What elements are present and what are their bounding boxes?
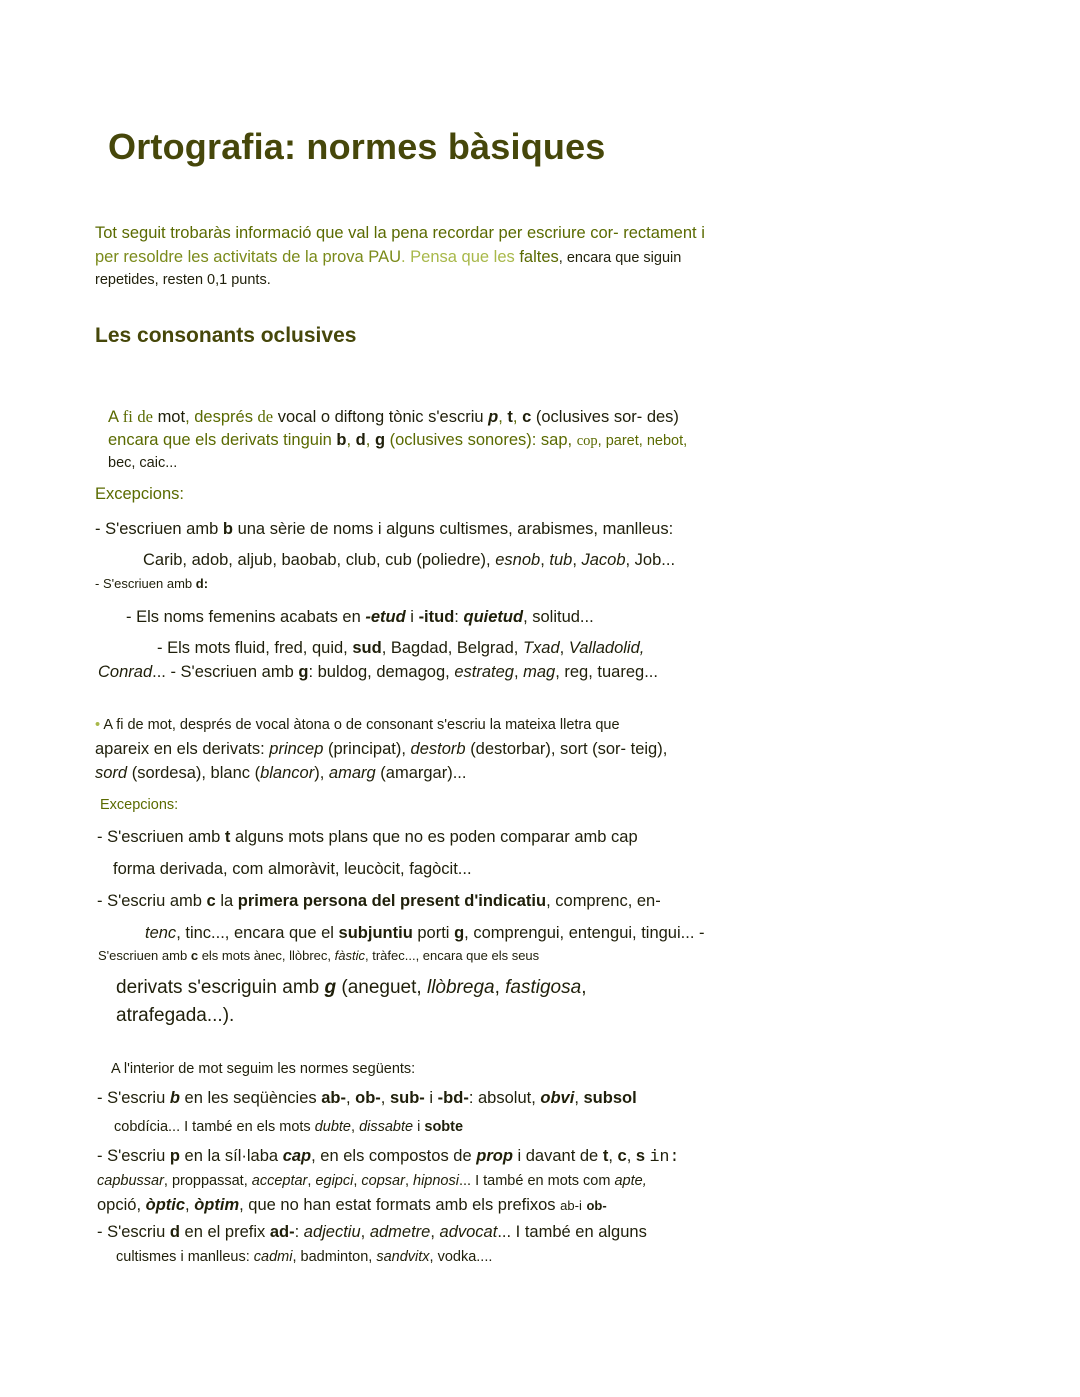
rule-text: mot <box>157 408 186 426</box>
rule-text: , tinc..., encara que el <box>176 924 334 942</box>
letter-p: p <box>169 1147 180 1165</box>
rule-text: : absolut, <box>468 1089 536 1107</box>
example: princep <box>269 740 324 758</box>
interior-p-line-3: opció, òptic, òptim, que no han estat formats amb els prefixos ab-i ob- <box>97 1196 607 1214</box>
example: sandvitx <box>376 1249 430 1265</box>
rule-text: vocal o diftong tònic s'escriu <box>277 408 484 426</box>
letter-t: t <box>602 1147 609 1165</box>
rule-text: , en els compostos de <box>311 1147 472 1165</box>
rule-text: : buldog, demagog, <box>308 663 450 681</box>
exc-derivats-line-2: atrafegada...). <box>116 1005 235 1026</box>
rule-text: els mots ànec, llòbrec, <box>201 948 332 963</box>
rule-text: ), <box>314 764 325 782</box>
example: adjectiu <box>303 1223 361 1241</box>
letter-p: p <box>488 408 499 426</box>
rule-text: - S'escriu <box>97 1223 166 1241</box>
rule-text: i <box>410 608 414 626</box>
example: copsar <box>361 1173 405 1189</box>
rule-text: - S'escriuen amb <box>95 520 219 538</box>
rule-text: (sordesa), blanc ( <box>131 764 261 782</box>
example: advocat <box>439 1223 498 1241</box>
rule-text: (destorbar), sort (sor- teig), <box>470 740 668 758</box>
rule2-line-2 <box>95 740 667 759</box>
letter-c: c <box>522 408 532 426</box>
example: Txad <box>522 639 560 657</box>
letter-t: t <box>507 408 513 426</box>
rule1-line-3: bec, caic... <box>108 455 178 471</box>
rule-text: ... - S'escriuen amb <box>152 663 294 681</box>
rule-text: - Els noms femenins acabats en <box>126 608 361 626</box>
example: òptim <box>194 1196 240 1214</box>
example: estrateg <box>454 663 514 681</box>
letter-s: s <box>635 1147 646 1165</box>
suffix: -etud <box>365 608 406 626</box>
example: blancor <box>260 764 315 782</box>
letter-b: b <box>222 520 233 538</box>
prefix: ab- <box>321 1089 346 1107</box>
rule2-line-3 <box>95 764 466 783</box>
letter-c: c <box>617 1147 627 1165</box>
interior-b-line: - S'escriu b en les seqüències ab-, ob-, sub- i -bd-: absolut, obvi, subsol <box>97 1089 637 1107</box>
example: sobte <box>424 1119 464 1135</box>
rule-text: fi <box>122 407 133 426</box>
example: esnob <box>495 551 541 569</box>
rule-text: (oclusives sonores): sap, <box>389 431 573 449</box>
exc-c-line-2 <box>145 924 704 943</box>
examples: , Job... <box>625 551 676 569</box>
exc-etud-line <box>126 608 594 627</box>
example: Valladolid, <box>568 639 645 657</box>
rule-text: ... I també en mots com <box>458 1173 611 1189</box>
rule-text: ... I també en els mots <box>168 1119 311 1135</box>
rule-text: i <box>429 1089 434 1107</box>
interior-d-line-2 <box>116 1249 492 1265</box>
letter-c: c <box>206 892 216 910</box>
example: hipnosi <box>413 1173 459 1189</box>
rule-text: - S'escriuen amb <box>95 576 193 591</box>
rule-text: , que no han estat formats amb els prefixos <box>239 1196 556 1214</box>
exceptions-label-1: Excepcions: <box>95 485 184 503</box>
exc-anec-line <box>98 948 539 963</box>
rule-text: , solitud... <box>523 608 594 626</box>
intro-text: per resoldre les activitats de la prova PAU <box>95 248 401 266</box>
rule-term: subjuntiu <box>338 924 413 942</box>
rule-text: (aneguet, <box>341 977 422 998</box>
example: llòbrega <box>426 977 495 998</box>
example: prop <box>476 1147 513 1165</box>
rule-text: ... I també en alguns <box>497 1223 647 1241</box>
rule-text: , vodka.... <box>429 1249 493 1265</box>
example: acceptar <box>251 1173 308 1189</box>
example: dubte <box>314 1119 351 1135</box>
exceptions-label-2: Excepcions: <box>100 797 179 813</box>
intro-line-3: repetides, resten 0,1 punts. <box>95 272 271 288</box>
suffix: -itud <box>418 608 455 626</box>
example: cadmi <box>253 1249 293 1265</box>
rule-text: - S'escriuen amb <box>97 828 221 846</box>
example: fastigosa <box>505 977 582 998</box>
intro-text: , encara que siguin <box>558 250 682 266</box>
exc-c-line <box>97 892 661 911</box>
rule-text: - S'escriu <box>97 1147 166 1165</box>
exc-b-line <box>95 520 673 539</box>
rule-text: , Bagdad, Belgrad, <box>381 639 519 657</box>
rule-text: - S'escriu <box>97 1089 166 1107</box>
interior-p-line: - S'escriu p en la síl·laba cap, en els compostos de prop i davant de t, c, s in: <box>97 1147 680 1166</box>
rule-text: apareix en els derivats: <box>95 740 265 758</box>
example: tenc <box>145 924 177 942</box>
example: fàstic <box>334 948 365 963</box>
exc-b-examples: Carib, adob, aljub, baobab, club, cub (poliedre), esnob, tub, Jacob, Job... <box>143 551 676 569</box>
rule-text: porti <box>417 924 450 942</box>
rule-text: , comprengui, entengui, tingui... - <box>464 924 705 942</box>
prefix: ab-i <box>560 1198 582 1213</box>
intro-text: faltes <box>519 248 559 266</box>
rule-text: A fi de mot, després de vocal àtona o de consonant s'escriu la mateixa lletra que <box>103 717 620 733</box>
prefix: ob- <box>586 1198 607 1213</box>
letter-d: d <box>355 431 366 449</box>
example: admetre <box>369 1223 431 1241</box>
intro-line-1: Tot seguit trobaràs informació que val la pena recordar per escriure cor- rectament i <box>95 224 705 242</box>
intro-line-2 <box>95 248 681 267</box>
rule-text: i davant de <box>517 1147 599 1165</box>
rule-text: una sèrie de noms i alguns cultismes, arabismes, manlleus: <box>237 520 674 538</box>
rule1-line-2: encara que els derivats tinguin b, d, g (oclusives sonores): sap, cop, paret, nebot, <box>108 431 688 449</box>
exc-g-line: Conrad... - S'escriuen amb g: buldog, demagog, estrateg, mag, reg, tuareg... <box>98 663 658 681</box>
rule-text: (principat), <box>328 740 406 758</box>
example: destorb <box>410 740 466 758</box>
rule-text: en la síl·laba <box>184 1147 279 1165</box>
letter-t: t <box>224 828 231 846</box>
rule-text: - S'escriu amb <box>97 892 202 910</box>
example: quietud <box>463 608 524 626</box>
rule2-line-1 <box>95 717 745 733</box>
example: tub <box>549 551 573 569</box>
letter-g: g <box>324 977 337 998</box>
rule-text: cop <box>576 433 598 449</box>
letter-g: g <box>374 431 386 449</box>
interior-p-line-2: capbussar, proppassat, acceptar, egipci, copsar, hipnosi... I també en mots com apte, <box>97 1173 647 1189</box>
interior-d-line: - S'escriu d en el prefix ad-: adjectiu, admetre, advocat... I també en alguns <box>97 1223 647 1241</box>
letter-g: g <box>298 663 309 681</box>
example: cap <box>282 1147 312 1165</box>
example: dissabte <box>359 1119 414 1135</box>
prefix: -bd- <box>437 1089 469 1107</box>
prefix: ob- <box>355 1089 381 1107</box>
rule-text: - Els mots fluid, fred, quid, <box>157 639 348 657</box>
letter-d: d <box>169 1223 180 1241</box>
rule-text: la <box>220 892 234 910</box>
rule-text: , tràfec..., encara que els seus <box>365 948 540 963</box>
example: subsol <box>583 1089 637 1107</box>
rule-text: , paret, nebot, <box>597 433 688 449</box>
letter-c: c <box>190 948 199 963</box>
examples: Carib, adob, aljub, baobab, club, cub (poliedre), <box>143 551 491 569</box>
rule-text: de <box>137 407 153 426</box>
example: obvi <box>540 1089 575 1107</box>
rule-text: in: <box>649 1147 680 1166</box>
letter-g: g <box>454 924 465 942</box>
letter-d: d: <box>195 576 209 591</box>
letter-b: b <box>169 1089 180 1107</box>
example: Jacob <box>581 551 626 569</box>
rule-text: , després <box>185 408 253 426</box>
rule-text: , badminton, <box>292 1249 373 1265</box>
rule-text: opció, <box>97 1196 142 1214</box>
rule-text: , proppassat, <box>163 1173 248 1189</box>
rule-text: , comprenc, en- <box>546 892 661 910</box>
rule-text: alguns mots plans que no es poden comparar amb cap <box>234 828 638 846</box>
example: amarg <box>328 764 376 782</box>
page-title: Ortografia: normes bàsiques <box>108 126 606 167</box>
rule-text: encara que els derivats tinguin <box>108 431 332 449</box>
rule-text: en les seqüències <box>184 1089 317 1107</box>
letter-b: b <box>336 431 347 449</box>
example: capbussar <box>97 1173 164 1189</box>
bullet: • <box>95 717 101 733</box>
prefix: sub- <box>389 1089 425 1107</box>
example: mag <box>523 663 556 681</box>
exc-mots-line: - Els mots fluid, fred, quid, sud, Bagdad, Belgrad, Txad, Valladolid, <box>157 639 645 657</box>
interior-b-line-2: cobdícia... I també en els mots dubte, dissabte i sobte <box>114 1119 464 1135</box>
rule-text: A <box>108 408 119 426</box>
example: egipci <box>315 1173 354 1189</box>
exc-derivats-line: derivats s'escriguin amb g (aneguet, llòbrega, fastigosa, <box>116 977 587 998</box>
rule-text: , reg, tuareg... <box>555 663 658 681</box>
example: sud <box>352 639 382 657</box>
exc-t-examples: forma derivada, com almoràvit, leucòcit, fagòcit... <box>113 860 472 878</box>
prefix: ad- <box>269 1223 295 1241</box>
example: Conrad <box>98 663 153 681</box>
rule-text: en el prefix <box>184 1223 266 1241</box>
example: òptic <box>145 1196 186 1214</box>
rule1-line-1: A fi de mot, després de vocal o diftong tònic s'escriu p, t, c (oclusives sor- des) <box>108 407 679 426</box>
example: apte, <box>614 1173 647 1189</box>
intro-text: . Pensa que les <box>401 248 515 266</box>
interior-heading: A l'interior de mot seguim les normes següents: <box>111 1061 416 1077</box>
rule-text: (oclusives sor- des) <box>535 408 679 426</box>
rule-text: cultismes i manlleus: <box>116 1249 250 1265</box>
rule-text: : <box>294 1223 300 1241</box>
rule-text: , <box>581 977 587 998</box>
section-title: Les consonants oclusives <box>95 324 357 347</box>
exc-d-line <box>95 576 208 591</box>
rule-text: derivats s'escriguin amb <box>116 977 320 998</box>
exc-t-line <box>97 828 638 847</box>
rule-text: : <box>454 608 459 626</box>
rule-text: (amargar)... <box>380 764 467 782</box>
rule-text: S'escriuen amb <box>98 948 188 963</box>
example: cobdícia <box>114 1119 169 1135</box>
rule-term: primera persona del present d'indicatiu <box>237 892 547 910</box>
example: sord <box>95 764 128 782</box>
rule-text: de <box>257 407 274 426</box>
rule-text: i <box>417 1119 421 1135</box>
